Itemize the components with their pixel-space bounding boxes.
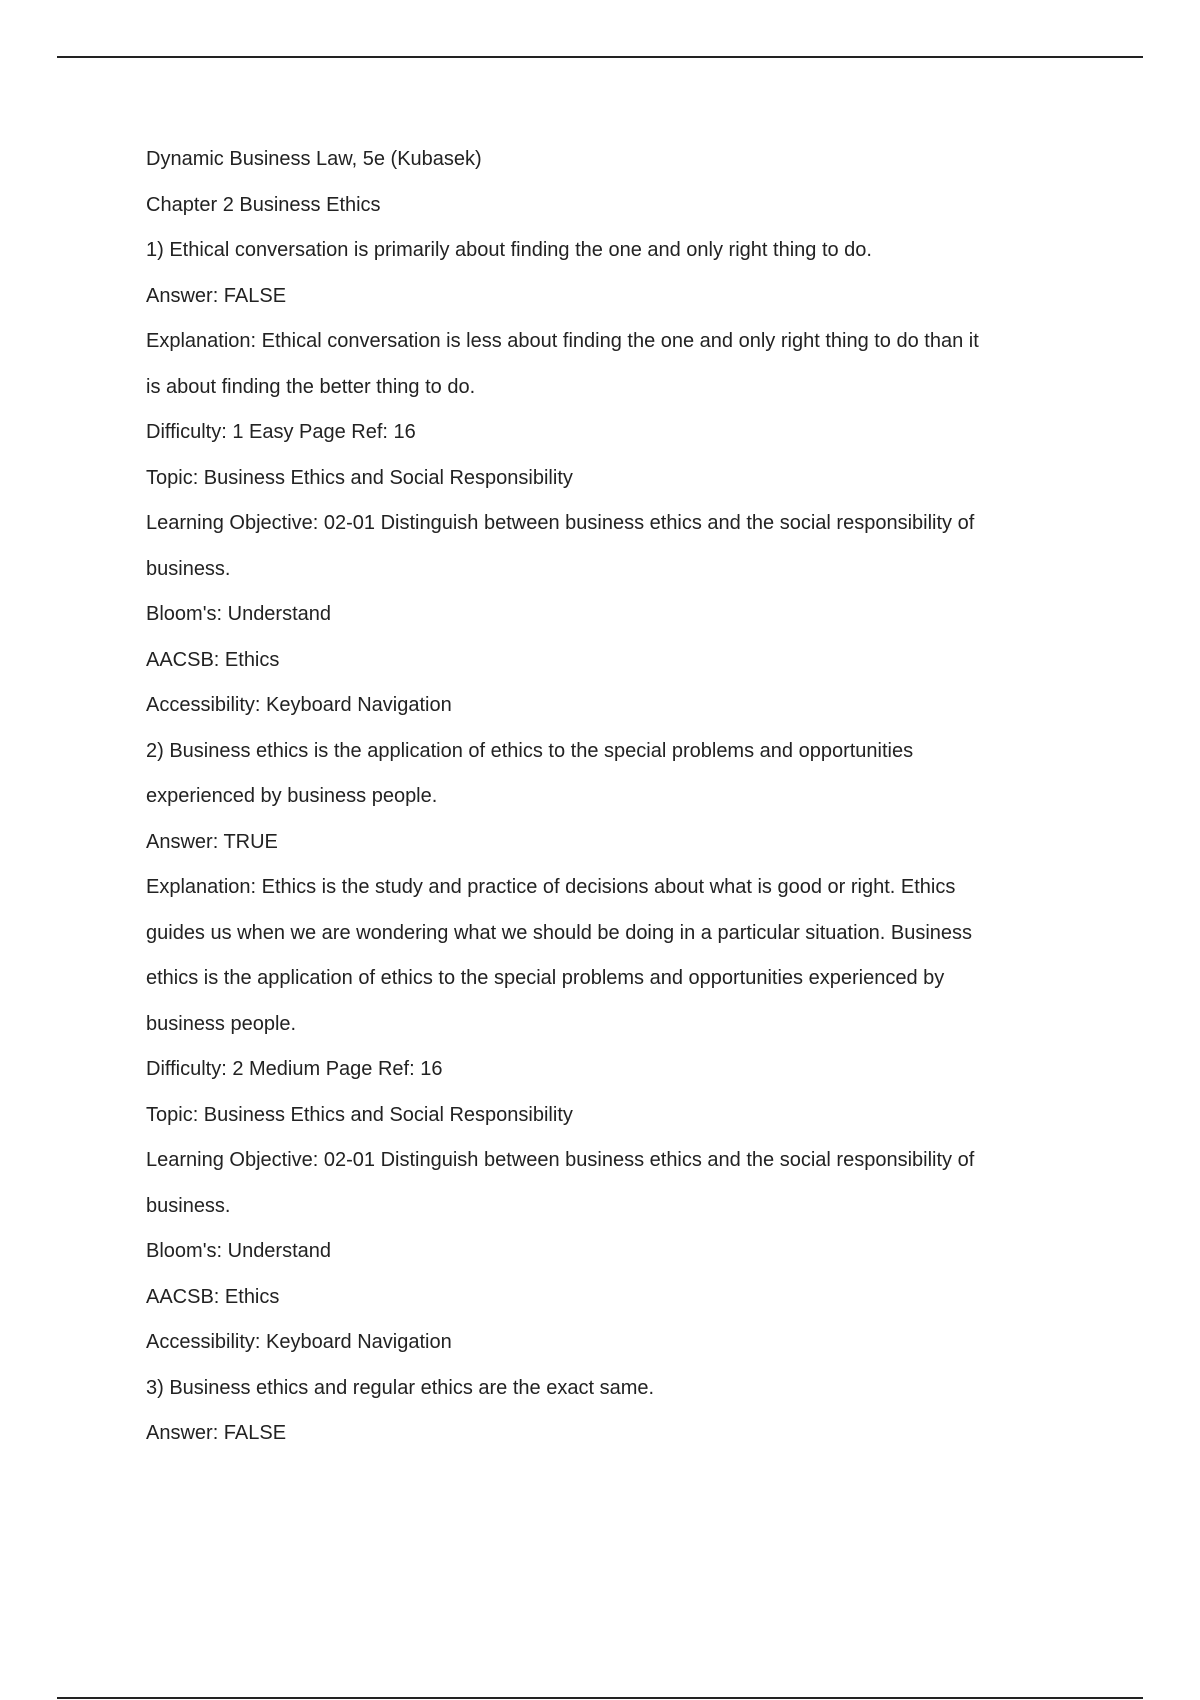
answer-1: Answer: FALSE bbox=[146, 284, 287, 307]
blooms-2: Bloom's: Understand bbox=[146, 1240, 332, 1262]
learning-objective-1-line-2: business. bbox=[146, 557, 231, 580]
topic-1: Topic: Business Ethics and Social Responsibility bbox=[146, 466, 573, 489]
explanation-2-line-1: Explanation: Ethics is the study and practice of decisions about what is good or right. Ethics bbox=[146, 876, 956, 898]
question-3: 3) Business ethics and regular ethics are the exact same. bbox=[146, 1376, 655, 1399]
aacsb-1: AACSB: Ethics bbox=[146, 648, 280, 671]
top-rule bbox=[57, 56, 1143, 58]
learning-objective-2-line-1: Learning Objective: 02-01 Distinguish between business ethics and the social responsibility of bbox=[146, 1149, 975, 1171]
explanation-1-line-1: Explanation: Ethical conversation is less about finding the one and only right thing to do than it bbox=[146, 330, 979, 352]
accessibility-1: Accessibility: Keyboard Navigation bbox=[146, 694, 452, 716]
bottom-rule bbox=[57, 1697, 1143, 1699]
question-2-line-1: 2) Business ethics is the application of ethics to the special problems and opportunities bbox=[146, 739, 914, 762]
blooms-1: Bloom's: Understand bbox=[146, 603, 332, 625]
learning-objective-1-line-1: Learning Objective: 02-01 Distinguish between business ethics and the social responsibility of bbox=[146, 512, 975, 534]
explanation-2-line-4: business people. bbox=[146, 1012, 297, 1035]
learning-objective-2-line-2: business. bbox=[146, 1194, 231, 1217]
answer-3: Answer: FALSE bbox=[146, 1422, 287, 1444]
document-body bbox=[146, 140, 1046, 1460]
question-2-line-2: experienced by business people. bbox=[146, 785, 438, 807]
explanation-2-line-2: guides us when we are wondering what we should be doing in a particular situation. Business bbox=[146, 921, 973, 944]
aacsb-2: AACSB: Ethics bbox=[146, 1285, 280, 1308]
book-title: Dynamic Business Law, 5e (Kubasek) bbox=[146, 148, 482, 170]
chapter-title: Chapter 2 Business Ethics bbox=[146, 193, 381, 216]
answer-2: Answer: TRUE bbox=[146, 830, 278, 853]
difficulty-1: Difficulty: 1 Easy Page Ref: 16 bbox=[146, 421, 416, 443]
explanation-2-line-3: ethics is the application of ethics to the special problems and opportunities experienced by bbox=[146, 967, 945, 989]
topic-2: Topic: Business Ethics and Social Responsibility bbox=[146, 1103, 573, 1126]
question-1: 1) Ethical conversation is primarily about finding the one and only right thing to do. bbox=[146, 239, 872, 261]
explanation-1-line-2: is about finding the better thing to do. bbox=[146, 375, 476, 398]
accessibility-2: Accessibility: Keyboard Navigation bbox=[146, 1331, 452, 1353]
difficulty-2: Difficulty: 2 Medium Page Ref: 16 bbox=[146, 1058, 443, 1080]
